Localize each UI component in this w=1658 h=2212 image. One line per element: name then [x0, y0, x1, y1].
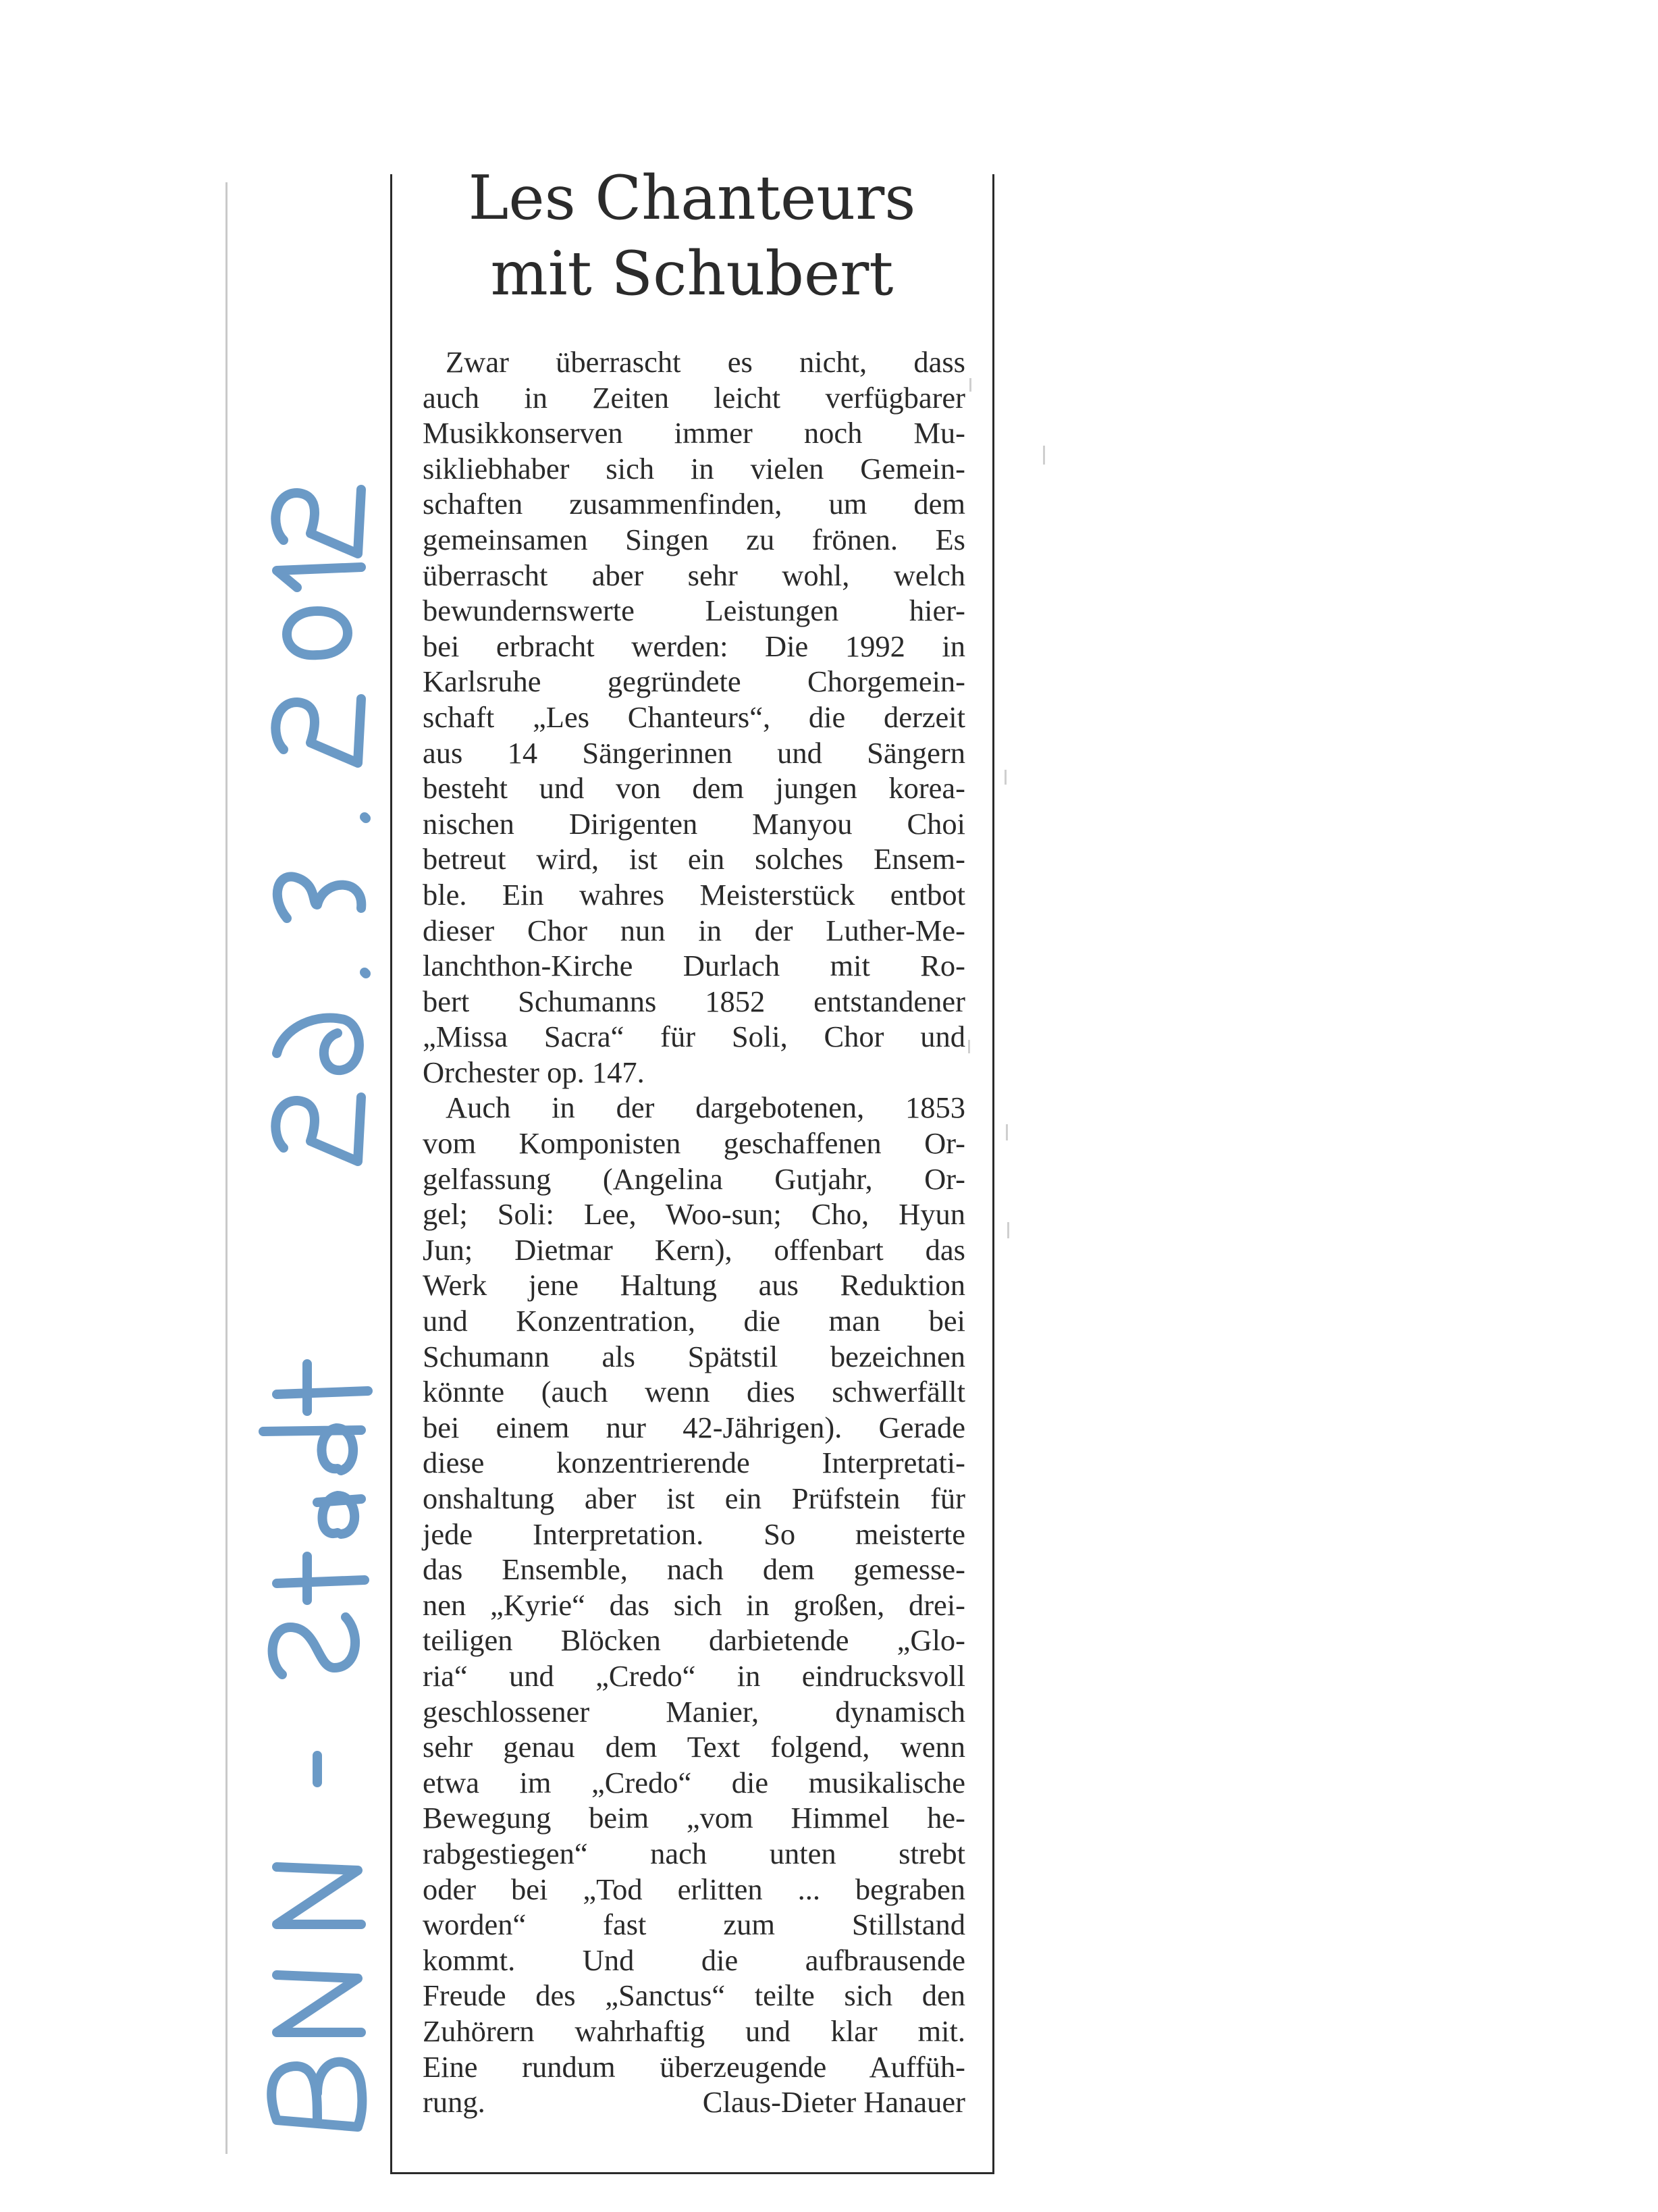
- text-line: Werk jene Haltung aus Reduktion: [423, 1268, 965, 1302]
- text-line: schaft „Les Chanteurs“, die derzeit: [423, 700, 965, 734]
- text-line: aus 14 Sängerinnen und Sängern: [423, 735, 965, 770]
- text-line: Schumann als Spätstil bezeichnen: [423, 1339, 965, 1373]
- text-line: Orchester op. 147.: [423, 1055, 645, 1089]
- text-line: bei einem nur 42-Jährigen). Gerade: [423, 1410, 965, 1444]
- text-line: geschlossener Manier, dynamisch: [423, 1694, 965, 1729]
- text-line: bei erbracht werden: Die 1992 in: [423, 629, 965, 663]
- author-name: Claus-Dieter Hanauer: [702, 2085, 965, 2119]
- text-line: teiligen Blöcken darbietende „Glo-: [423, 1623, 965, 1658]
- closing-word: rung.: [423, 2085, 485, 2119]
- text-line: ria“ und „Credo“ in eindrucksvoll: [423, 1658, 965, 1693]
- signature-line: [423, 2084, 965, 2120]
- text-line: gelfassung (Angelina Gutjahr, Or-: [423, 1161, 965, 1196]
- text-line: ble. Ein wahres Meisterstück entbot: [423, 877, 965, 912]
- text-line: Freude des „Sanctus“ teilte sich den: [423, 1978, 965, 2013]
- text-line: worden“ fast zum Stillstand: [423, 1907, 965, 1942]
- headline-line-2: mit Schubert: [490, 238, 894, 309]
- text-line: nischen Dirigenten Manyou Choi: [423, 806, 965, 841]
- text-line: Musikkonserven immer noch Mu-: [423, 416, 965, 450]
- text-line: lanchthon-Kirche Durlach mit Ro-: [423, 949, 965, 983]
- text-line: bert Schumanns 1852 entstandener: [423, 984, 965, 1018]
- text-line: Eine rundum überzeugende Auffüh-: [423, 2049, 965, 2084]
- text-line: jede Interpretation. So meisterte: [423, 1517, 965, 1551]
- text-line: überrascht aber sehr wohl, welch: [423, 558, 965, 592]
- text-line: bewundernswerte Leistungen hier-: [423, 594, 965, 628]
- text-line: Zwar überrascht es nicht, dass: [446, 345, 965, 379]
- text-line: Bewegung beim „vom Himmel he-: [423, 1801, 965, 1835]
- text-line: Zuhörern wahrhaftig und klar mit.: [423, 2013, 965, 2048]
- text-line: dieser Chor nun in der Luther-Me-: [423, 913, 965, 947]
- paragraph-2: [423, 1090, 965, 2084]
- clipping-edge-line: [225, 182, 228, 2154]
- text-line: besteht und von dem jungen korea-: [423, 771, 965, 806]
- paragraph-1: [423, 344, 965, 1090]
- text-line: „Missa Sacra“ für Soli, Chor und: [423, 1020, 965, 1054]
- text-line: das Ensemble, nach dem gemesse-: [423, 1552, 965, 1587]
- text-line: oder bei „Tod erlitten ... begraben: [423, 1872, 965, 1906]
- text-line: rabgestiegen“ nach unten strebt: [423, 1836, 965, 1870]
- text-line: Jun; Dietmar Kern), offenbart das: [423, 1232, 965, 1267]
- text-line: sehr genau dem Text folgend, wenn: [423, 1730, 965, 1764]
- text-line: diese konzentrierende Interpretati-: [423, 1446, 965, 1480]
- text-line: Karlsruhe gegründete Chorgemein-: [423, 664, 965, 699]
- text-line: sikliebhaber sich in vielen Gemein-: [423, 451, 965, 485]
- text-line: auch in Zeiten leicht verfügbarer: [423, 380, 965, 415]
- text-line: onshaltung aber ist ein Prüfstein für: [423, 1481, 965, 1515]
- text-line: gel; Soli: Lee, Woo-sun; Cho, Hyun: [423, 1197, 965, 1232]
- text-line: und Konzentration, die man bei: [423, 1304, 965, 1338]
- article-headline: [405, 161, 979, 312]
- text-line: kommt. Und die aufbrausende: [423, 1943, 965, 1977]
- text-line: betreut wird, ist ein solches Ensem-: [423, 842, 965, 876]
- text-line: schaften zusammenfinden, um dem: [423, 487, 965, 521]
- text-line: nen „Kyrie“ das sich in großen, drei-: [423, 1587, 965, 1622]
- article-body: [423, 344, 965, 2120]
- text-line: etwa im „Credo“ die musikalische: [423, 1765, 965, 1799]
- text-line: Auch in der dargebotenen, 1853: [446, 1090, 965, 1125]
- text-line: vom Komponisten geschaffenen Or-: [423, 1126, 965, 1161]
- text-line: gemeinsamen Singen zu frönen. Es: [423, 522, 965, 556]
- text-line: könnte (auch wenn dies schwerfällt: [423, 1375, 965, 1409]
- headline-line-1: Les Chanteurs: [468, 163, 916, 234]
